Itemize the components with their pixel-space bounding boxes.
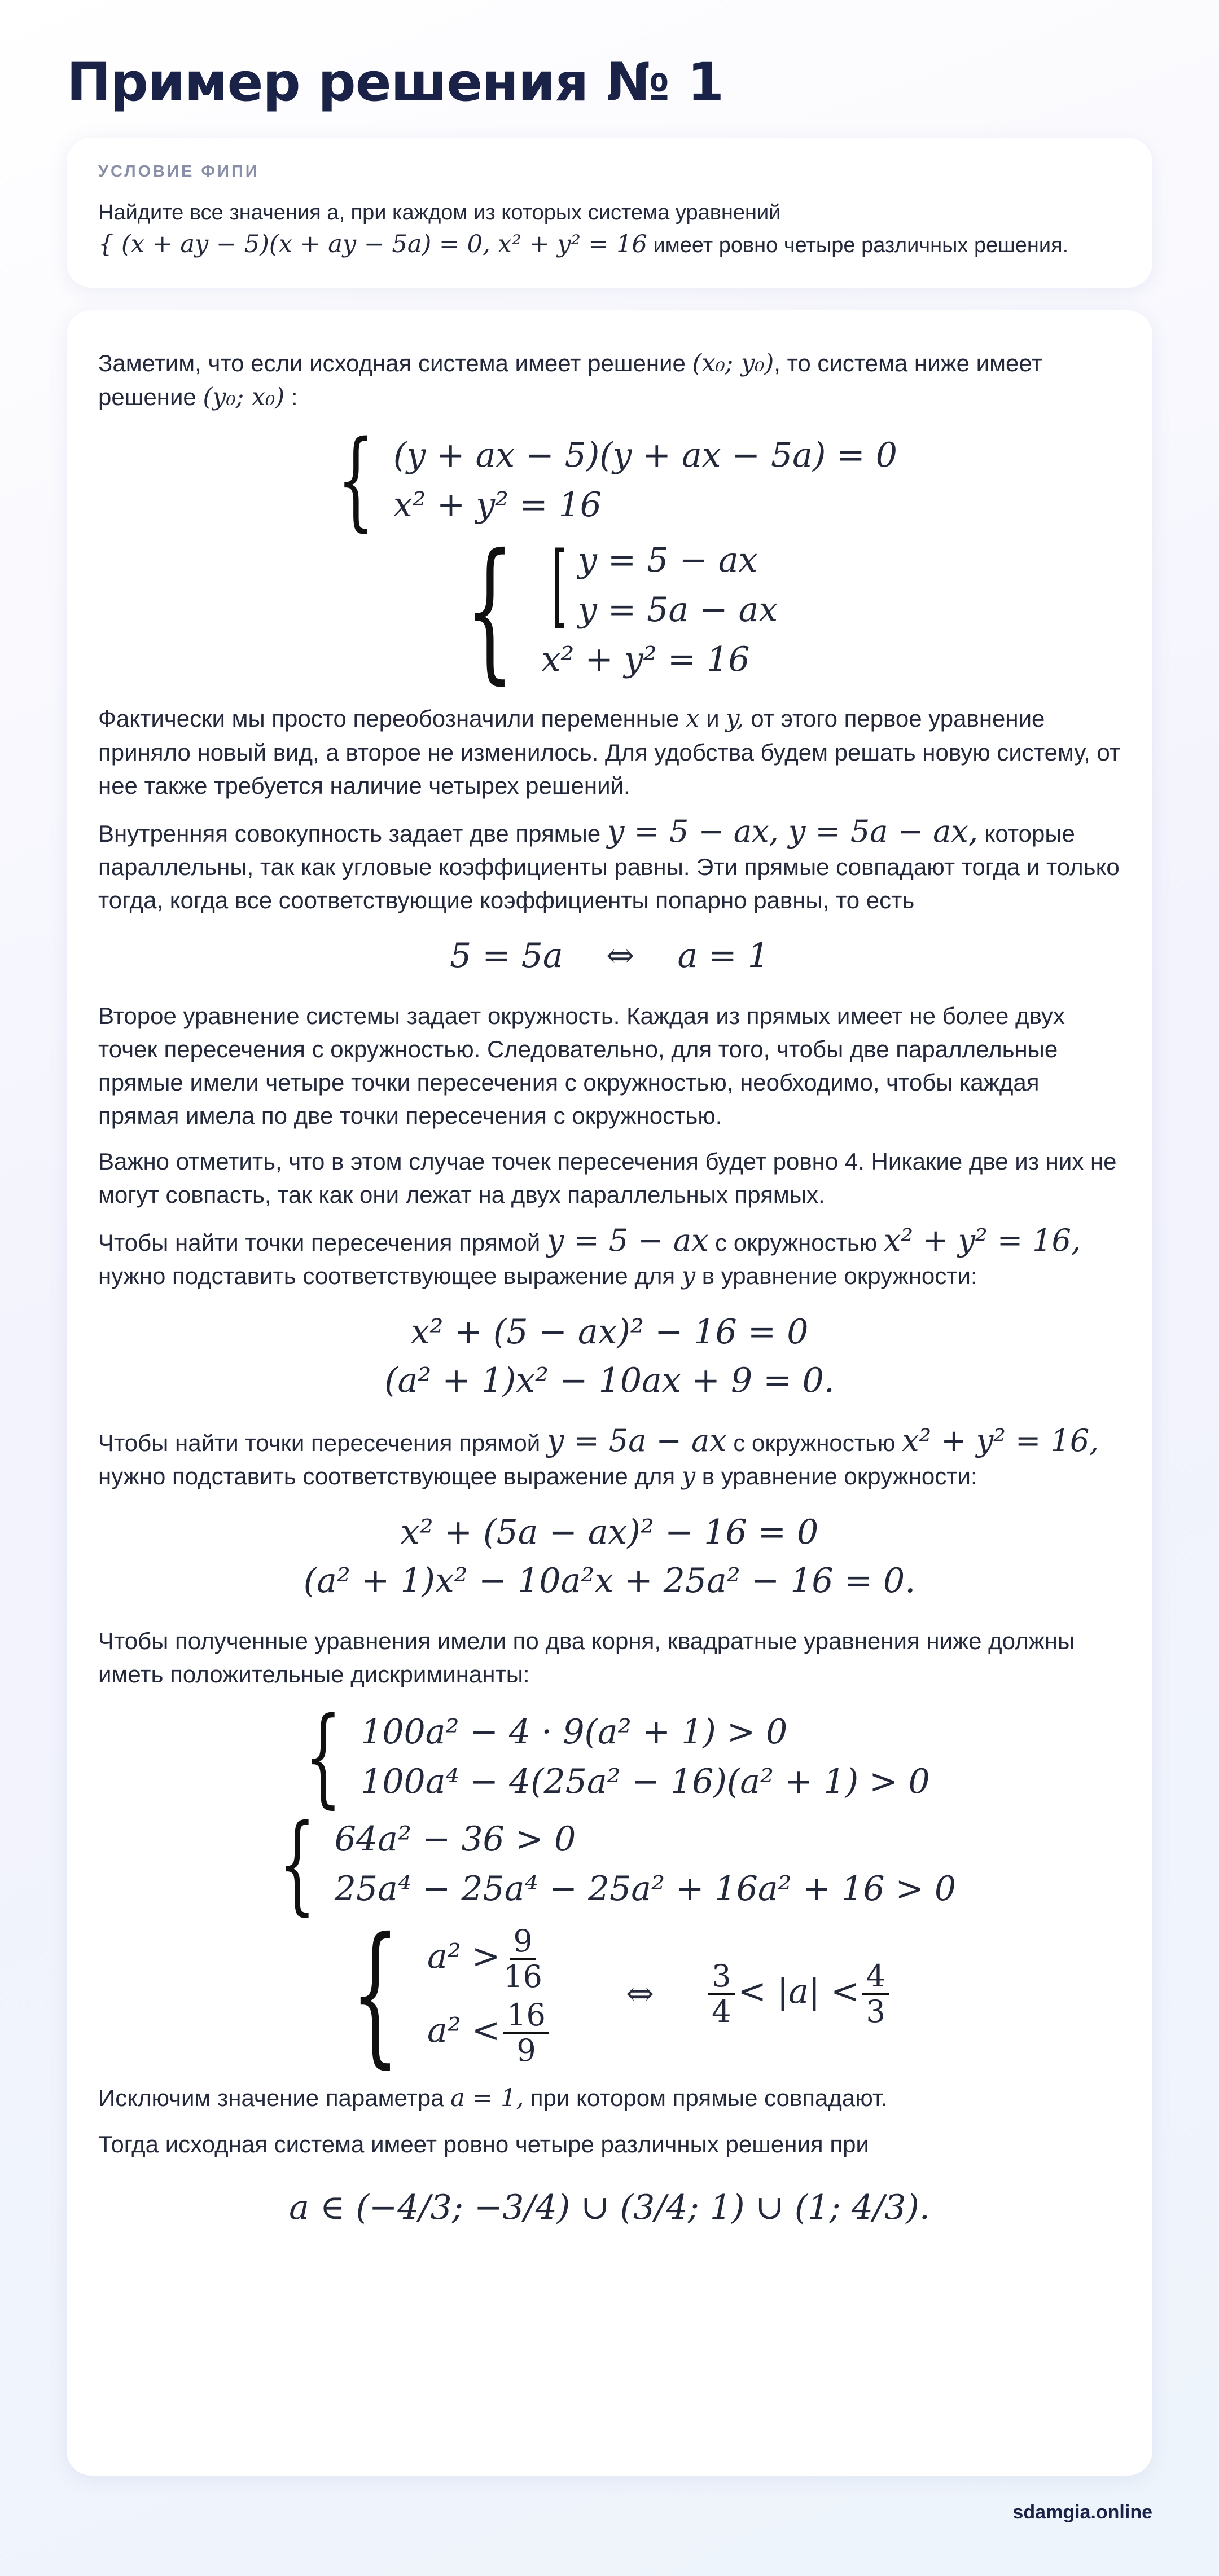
system-2-union-line-2: y = 5a − ax xyxy=(577,590,778,630)
brace-icon: { xyxy=(465,521,514,698)
system-5 xyxy=(98,1905,1121,2082)
equation-block-1 xyxy=(98,1308,1121,1405)
system-2-union xyxy=(542,532,778,638)
paragraph-5: Важно отметить, что в этом случае точек пересечения будет ровно 4. Никакие две из них не могут совпасть, так как они лежат на двух параллельных прямых. xyxy=(98,1148,1117,1208)
paragraph-7: Чтобы найти точки пересечения прямой y = 5a − ax с окружностью x² + y² = 16, нужно подставить соответствующее выражение для y в уравнение окружности: xyxy=(98,1423,1099,1491)
system-4-line-1: 64a² − 36 > 0 xyxy=(334,1819,576,1859)
system-5-line-1: a² > $\frac{9}{16}$ xyxy=(427,1923,542,1994)
system-4 xyxy=(98,1801,1121,1926)
paragraph-3: Внутренняя совокупность задает две прямые y = 5 − ax, y = 5a − ax, которые параллельны, так как угловые коэффициенты равны. Эти прямые совпадают тогда и только тогда, когда все соответствующие коэффициенты попарно равны, то есть xyxy=(98,814,1120,913)
condition-label: УСЛОВИЕ ФИПИ xyxy=(98,162,260,181)
system-2 xyxy=(98,521,1121,698)
site-footer: sdamgia.online xyxy=(1012,2502,1152,2523)
condition-line-1: Найдите все значения a, при каждом из которых система уравнений xyxy=(98,201,781,225)
result-inequality: $\frac{3}{4}$ < |a| < $\frac{4}{3}$ xyxy=(705,1959,892,2029)
system-1-line-1: (y + ax − 5)(y + ax − 5a) = 0 xyxy=(393,436,897,475)
equivalence-icon: ⇔ xyxy=(625,1974,655,2014)
system-5-line-2: a² < $\frac{16}{9}$ xyxy=(427,1994,553,2068)
condition-tail: имеет ровно четыре различных решения. xyxy=(647,234,1069,257)
paragraph-9: Исключим значение параметра a = 1, при котором прямые совпадают. xyxy=(98,2084,888,2112)
condition-line-2 xyxy=(98,228,1121,261)
equation-lines-coincide: 5 = 5a ⇔ a = 1 xyxy=(450,936,769,975)
page-title: Пример решения № 1 xyxy=(67,52,724,113)
brace-icon: { xyxy=(351,1905,400,2082)
system-1-line-2: x² + y² = 16 xyxy=(393,485,602,525)
equation-1-line-1: x² + (5 − ax)² − 16 = 0 xyxy=(410,1312,809,1352)
paragraph-1: Заметим, что если исходная система имеет решение (x₀; y₀), то система ниже имеет решение (y₀; x₀) : xyxy=(98,349,1042,411)
solution-card xyxy=(67,310,1152,2476)
equation-2-line-2: (a² + 1)x² − 10a²x + 25a² − 16 = 0. xyxy=(303,1561,916,1601)
system-4-line-2: 25a⁴ − 25a⁴ − 25a² + 16a² + 16 > 0 xyxy=(334,1869,957,1909)
bracket-icon: [ xyxy=(551,532,567,638)
equation-2-line-1: x² + (5a − ax)² − 16 = 0 xyxy=(400,1513,819,1552)
condition-text xyxy=(98,197,1121,261)
condition-system: { (x + ay − 5)(x + ay − 5a) = 0, x² + y² = 16 xyxy=(98,230,647,258)
paragraph-6: Чтобы найти точки пересечения прямой y = 5 − ax с окружностью x² + y² = 16, нужно подставить соответствующее выражение для y в уравнение окружности: xyxy=(98,1223,1081,1290)
paragraph-8: Чтобы полученные уравнения имели по два корня, квадратные уравнения ниже должны иметь положительные дискриминанты: xyxy=(98,1628,1075,1687)
brace-icon: { xyxy=(337,417,375,542)
system-3-line-1: 100a² − 4 · 9(a² + 1) > 0 xyxy=(361,1712,788,1752)
equation-block-2 xyxy=(98,1508,1121,1605)
paragraph-10: Тогда исходная система имеет ровно четыре различных решения при xyxy=(98,2131,869,2157)
condition-card xyxy=(67,138,1152,288)
system-1 xyxy=(98,417,1121,542)
system-2-union-line-1: y = 5 − ax xyxy=(577,540,758,580)
system-3-line-2: 100a⁴ − 4(25a² − 16)(a² + 1) > 0 xyxy=(361,1762,930,1801)
system-2-line-3: x² + y² = 16 xyxy=(541,640,750,679)
brace-icon: { xyxy=(304,1694,342,1819)
final-answer: a ∈ (−4/3; −3/4) ∪ (3/4; 1) ∪ (1; 4/3). xyxy=(289,2188,930,2227)
equation-1-line-2: (a² + 1)x² − 10ax + 9 = 0. xyxy=(384,1361,835,1400)
system-3 xyxy=(98,1694,1121,1819)
paragraph-4: Второе уравнение системы задает окружность. Каждая из прямых имеет не более двух точек пересечения с окружностью. Следовательно, для того, чтобы две параллельные прямые имели четыре точки пересечения с окружностью, необходимо, чтобы каждая прямая имела по две точки пересечения с окружностью. xyxy=(98,1003,1065,1129)
brace-icon: { xyxy=(278,1801,316,1926)
paragraph-2: Фактически мы просто переобозначили переменные x и y, от этого первое уравнение приняло новый вид, а второе не изменилось. Для удобства будем решать новую систему, от нее также требуется наличие четырех решений. xyxy=(98,705,1121,799)
